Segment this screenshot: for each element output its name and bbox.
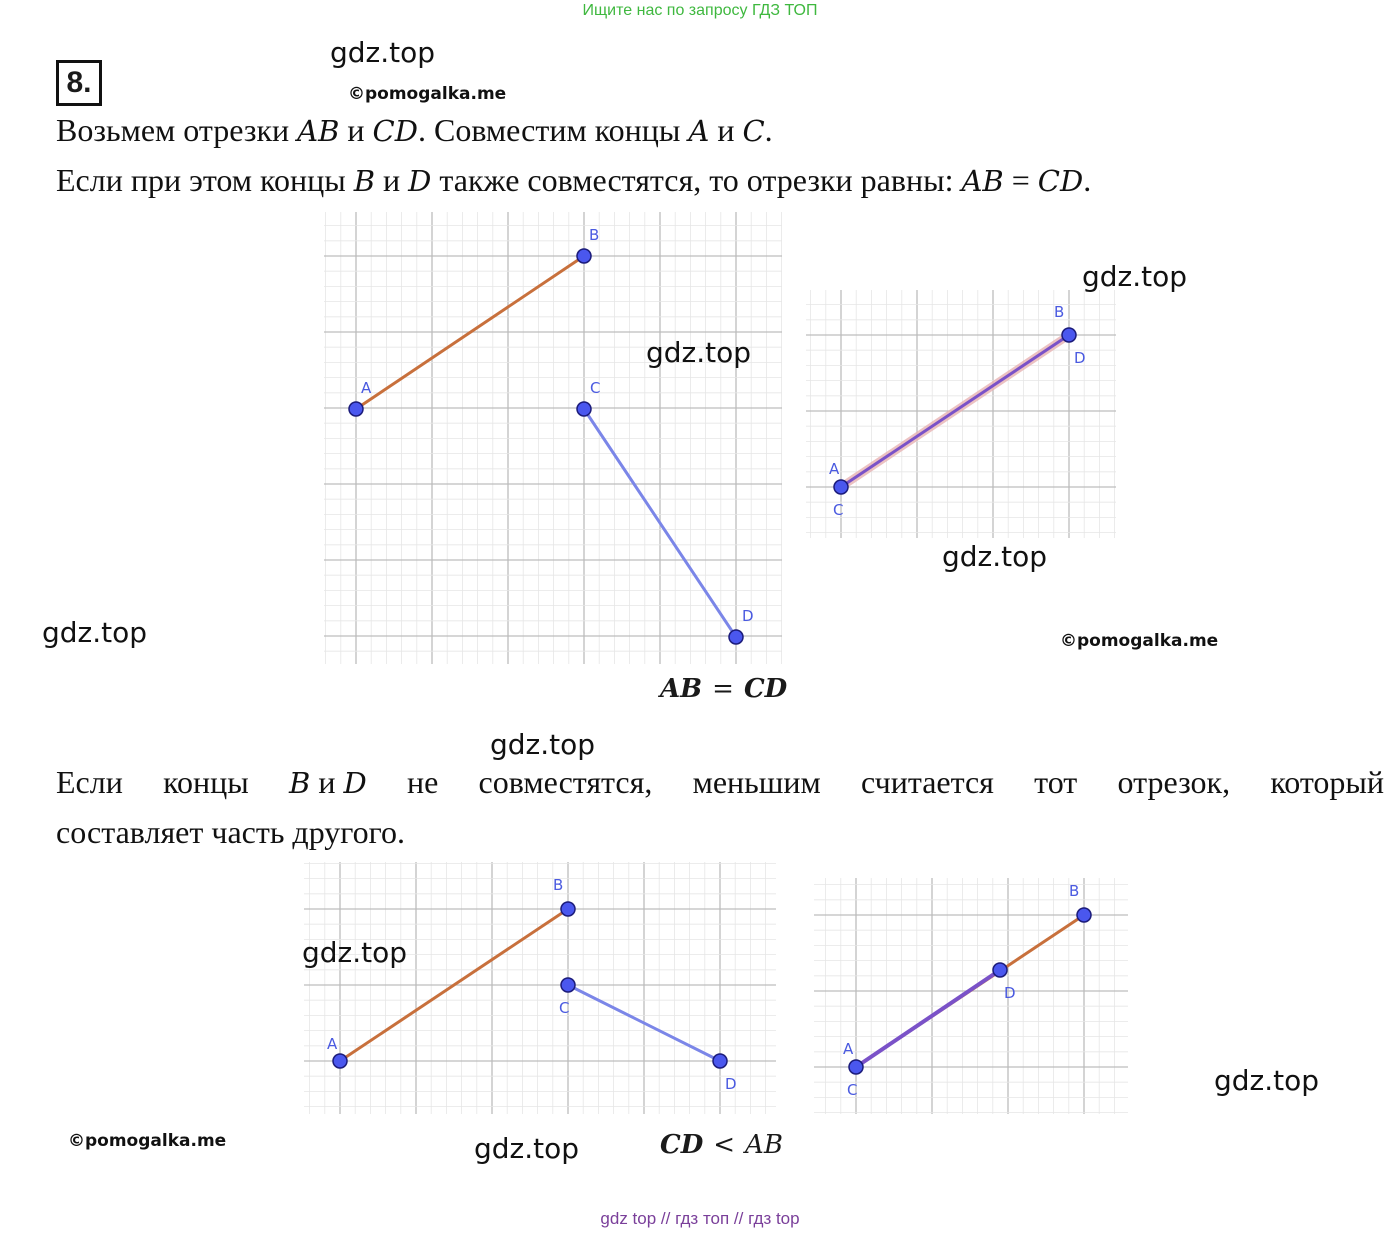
- label-d: D: [1074, 349, 1086, 367]
- point-d: [713, 1054, 727, 1068]
- label-b: B: [589, 226, 600, 244]
- label-a: A: [327, 1035, 338, 1053]
- paragraph2-line2: составляет часть другого.: [56, 814, 405, 850]
- caption-equal: AB = CD: [660, 674, 788, 704]
- watermark-pomogalka: ©pomogalka.me: [1060, 631, 1219, 651]
- watermark-gdz: gdz.top: [490, 728, 596, 761]
- watermark-gdz: gdz.top: [302, 936, 408, 969]
- segment-cd: [856, 970, 1000, 1067]
- figure-segments-different: [304, 862, 776, 1114]
- label-d: D: [1004, 984, 1016, 1002]
- footer-links: gdz top // гдз топ // гдз top: [600, 1209, 800, 1228]
- point-d: [729, 630, 743, 644]
- point-b: [561, 902, 575, 916]
- paragraph1-line1: Возьмем отрезки AB и CD. Совместим концы A и C.: [56, 112, 773, 148]
- figure-segments-overlay: [814, 878, 1128, 1114]
- watermark-pomogalka: ©pomogalka.me: [348, 84, 507, 104]
- label-d: D: [725, 1075, 737, 1093]
- label-b: B: [1054, 303, 1065, 321]
- figure-segments-coincide: [806, 290, 1116, 538]
- point-b: [577, 249, 591, 263]
- label-c: C: [590, 379, 601, 397]
- watermark-gdz: gdz.top: [942, 540, 1048, 573]
- task-number: 8.: [56, 60, 102, 106]
- label-b: B: [553, 876, 564, 894]
- point-b: [1077, 908, 1091, 922]
- figure-segments-separate: [324, 212, 782, 664]
- label-a: A: [829, 460, 840, 478]
- watermark-gdz: gdz.top: [474, 1132, 580, 1165]
- paragraph2-line1: Если концы B и D не совместятся, меньшим считается тот отрезок, который: [56, 764, 1384, 800]
- watermark-gdz: gdz.top: [1214, 1064, 1320, 1097]
- point-a-c: [849, 1060, 863, 1074]
- point-a: [333, 1054, 347, 1068]
- label-a: A: [843, 1040, 854, 1058]
- watermark-pomogalka: ©pomogalka.me: [68, 1131, 227, 1151]
- caption-less: CD < AB: [660, 1130, 783, 1160]
- point-a-c: [834, 480, 848, 494]
- watermark-gdz: gdz.top: [42, 616, 148, 649]
- watermark-gdz: gdz.top: [646, 336, 752, 369]
- label-a: A: [361, 379, 372, 397]
- label-c: C: [559, 999, 570, 1017]
- label-b: B: [1069, 882, 1080, 900]
- label-c: C: [833, 501, 844, 519]
- label-c: C: [847, 1081, 858, 1099]
- point-a: [349, 402, 363, 416]
- watermark-gdz: gdz.top: [330, 36, 436, 69]
- label-d: D: [742, 607, 754, 625]
- point-d: [993, 963, 1007, 977]
- search-hint: Ищите нас по запросу ГДЗ ТОП: [582, 2, 818, 19]
- watermark-gdz: gdz.top: [1082, 260, 1188, 293]
- point-c: [561, 978, 575, 992]
- paragraph1-line2: Если при этом концы B и D также совместятся, то отрезки равны: AB = CD.: [56, 162, 1092, 198]
- point-c: [577, 402, 591, 416]
- point-b-d: [1062, 328, 1076, 342]
